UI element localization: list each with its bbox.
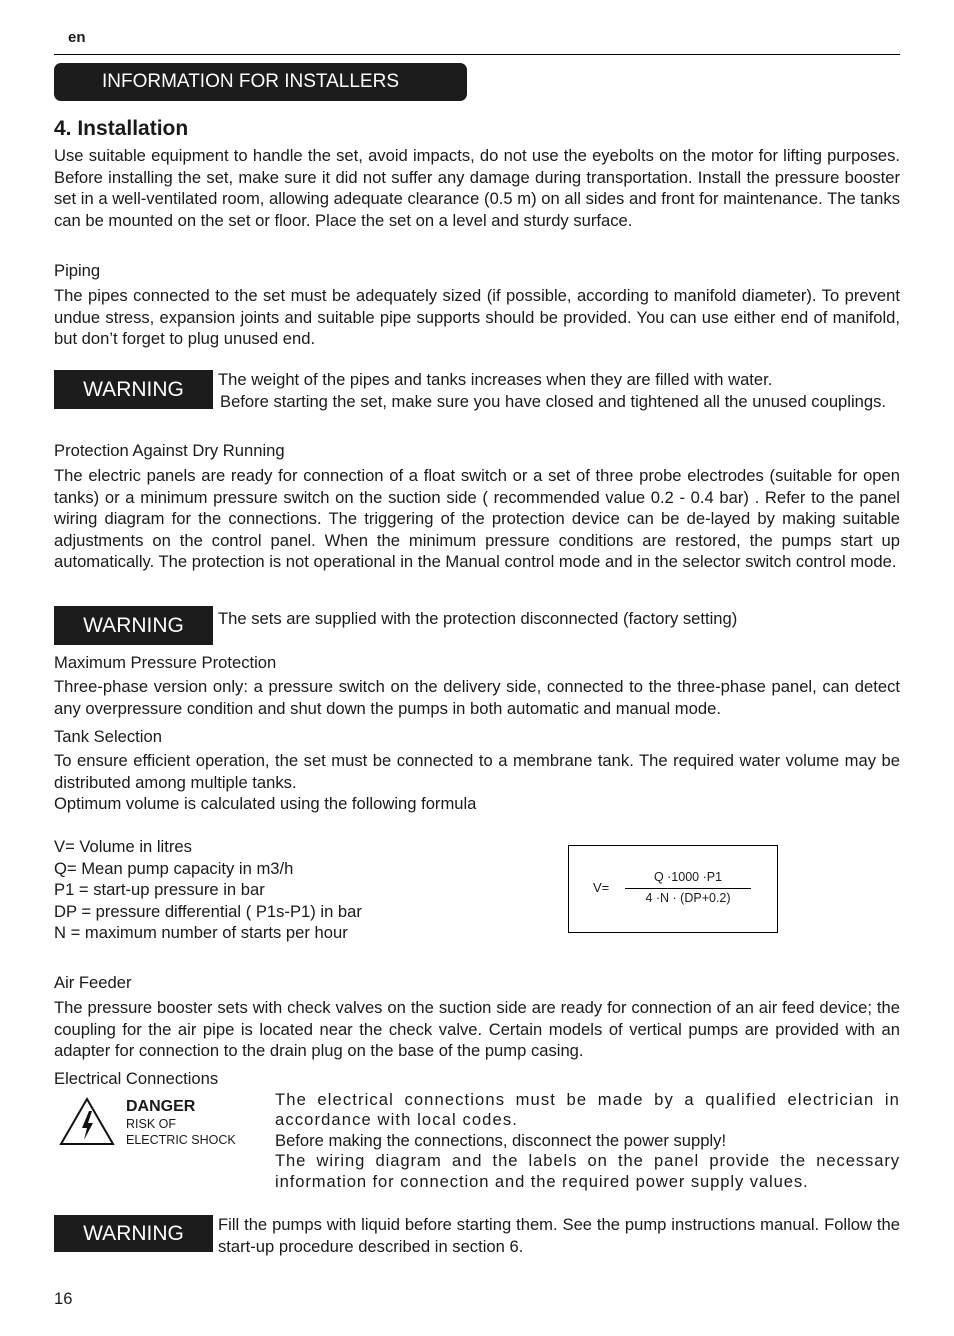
warning-1-line-1: The weight of the pipes and tanks increases when they are filled with water.: [218, 370, 773, 389]
max-pressure-heading: Maximum Pressure Protection: [54, 653, 277, 672]
formula-numerator: Q ·1000 ·P1: [653, 870, 723, 884]
electrical-line-2: Before making the connections, disconnect the power supply!: [275, 1130, 727, 1150]
electrical-line-1: The electrical connections must be made by a qualified electrician in accordance with local codes.: [275, 1090, 900, 1130]
page-number: 16: [54, 1289, 73, 1308]
tank-heading: Tank Selection: [54, 727, 162, 746]
formula-variables: [54, 836, 362, 944]
danger-title: DANGER: [126, 1098, 196, 1115]
formula-intro: Optimum volume is calculated using the following formula: [54, 794, 477, 814]
max-pressure-text: a pressure switch on the delivery side, connected to the three-phase panel, can detect any overpressure condition and shut down the pumps in both automatic and manual mode.: [54, 677, 900, 718]
formula-lhs: V=: [593, 880, 610, 895]
formula-box: [568, 845, 778, 933]
header-divider: [54, 54, 900, 55]
variable-item: V= Volume in litres: [54, 837, 192, 856]
air-feeder-heading: Air Feeder: [54, 973, 132, 992]
warning-1-line-2: Before starting the set, make sure you have closed and tightened all the unused couplings.: [220, 391, 887, 411]
piping-heading: Piping: [54, 261, 101, 280]
tank-paragraph: [54, 750, 900, 815]
dry-running-heading: Protection Against Dry Running: [54, 441, 285, 460]
variable-item: Q= Mean pump capacity in m3/h: [54, 858, 294, 878]
warning-text-2: The sets are supplied with the protection disconnected (factory setting): [218, 609, 738, 628]
piping-paragraph: The pipes connected to the set must be adequately sized (if possible, according to manifold diameter). To prevent undue stress, expansion joints and suitable pipe supports should be provided. You can use either end of manifold, but don’t forget to plug unused end.: [54, 286, 900, 349]
language-code: en: [68, 29, 86, 46]
tank-text: To ensure efficient operation, the set must be connected to a membrane tank. The required water volume may be distributed among multiple tanks.: [54, 751, 900, 792]
section-banner: INFORMATION FOR INSTALLERS: [54, 63, 467, 101]
danger-label: [54, 1094, 254, 1154]
max-pressure-lead: Three-phase version only:: [54, 677, 248, 696]
section-title: 4. Installation: [54, 117, 189, 140]
warning-badge-1: WARNING: [54, 370, 213, 409]
electrical-heading: Electrical Connections: [54, 1069, 219, 1088]
fraction-bar: [625, 888, 751, 889]
variable-item: N = maximum number of starts per hour: [54, 923, 348, 943]
max-pressure-paragraph: [54, 676, 900, 719]
danger-line-2: ELECTRIC SHOCK: [126, 1133, 236, 1147]
variable-item: P1 = start-up pressure in bar: [54, 880, 265, 900]
dry-running-paragraph: The electric panels are ready for connection of a float switch or a set of three probe electrodes (suitable for open tanks) or a minimum pressure switch on the suction side ( recommended value 0.2 - 0.4 bar) . Refer to the panel wiring diagram for the connections. The triggering of the protection device can be de-layed by making suitable adjustments on the control panel. When the minimum pressure conditions are restored, the pumps start up automatically. The protection is not operational in the Manual control mode and in the selector switch control mode.: [54, 466, 900, 572]
warning-badge-2: WARNING: [54, 606, 213, 645]
formula-denominator: 4 ·N · (DP+0.2): [645, 891, 731, 905]
warning-text-3: Fill the pumps with liquid before starting them. See the pump instructions manual. Follow the start-up procedure described in section 6.: [218, 1215, 900, 1256]
electrical-text: [275, 1090, 900, 1192]
electric-shock-icon: [58, 1096, 116, 1148]
warning-badge-3: WARNING: [54, 1215, 213, 1252]
danger-line-1: RISK OF: [126, 1117, 177, 1131]
warning-text-1: [218, 369, 900, 412]
air-feeder-paragraph: The pressure booster sets with check valves on the suction side are ready for connection of an air feed device; the coupling for the air pipe is located near the check valve. Certain models of vertical pumps are provided with an adapter for connection to the drain plug on the base of the pump casing.: [54, 998, 900, 1061]
variable-item: DP = pressure differential ( P1s-P1) in bar: [54, 901, 362, 921]
electrical-line-3: The wiring diagram and the labels on the panel provide the necessary information for connection and the required power supply values.: [275, 1151, 900, 1191]
intro-paragraph: Use suitable equipment to handle the set, avoid impacts, do not use the eyebolts on the motor for lifting purposes. Before installing the set, make sure it did not suffer any damage during transportation. Install the pressure booster set in a well-ventilated room, allowing adequate clearance (0.5 m) on all sides and front for maintenance. The tanks can be mounted on the set or floor. Place the set on a level and sturdy surface.: [54, 146, 900, 230]
